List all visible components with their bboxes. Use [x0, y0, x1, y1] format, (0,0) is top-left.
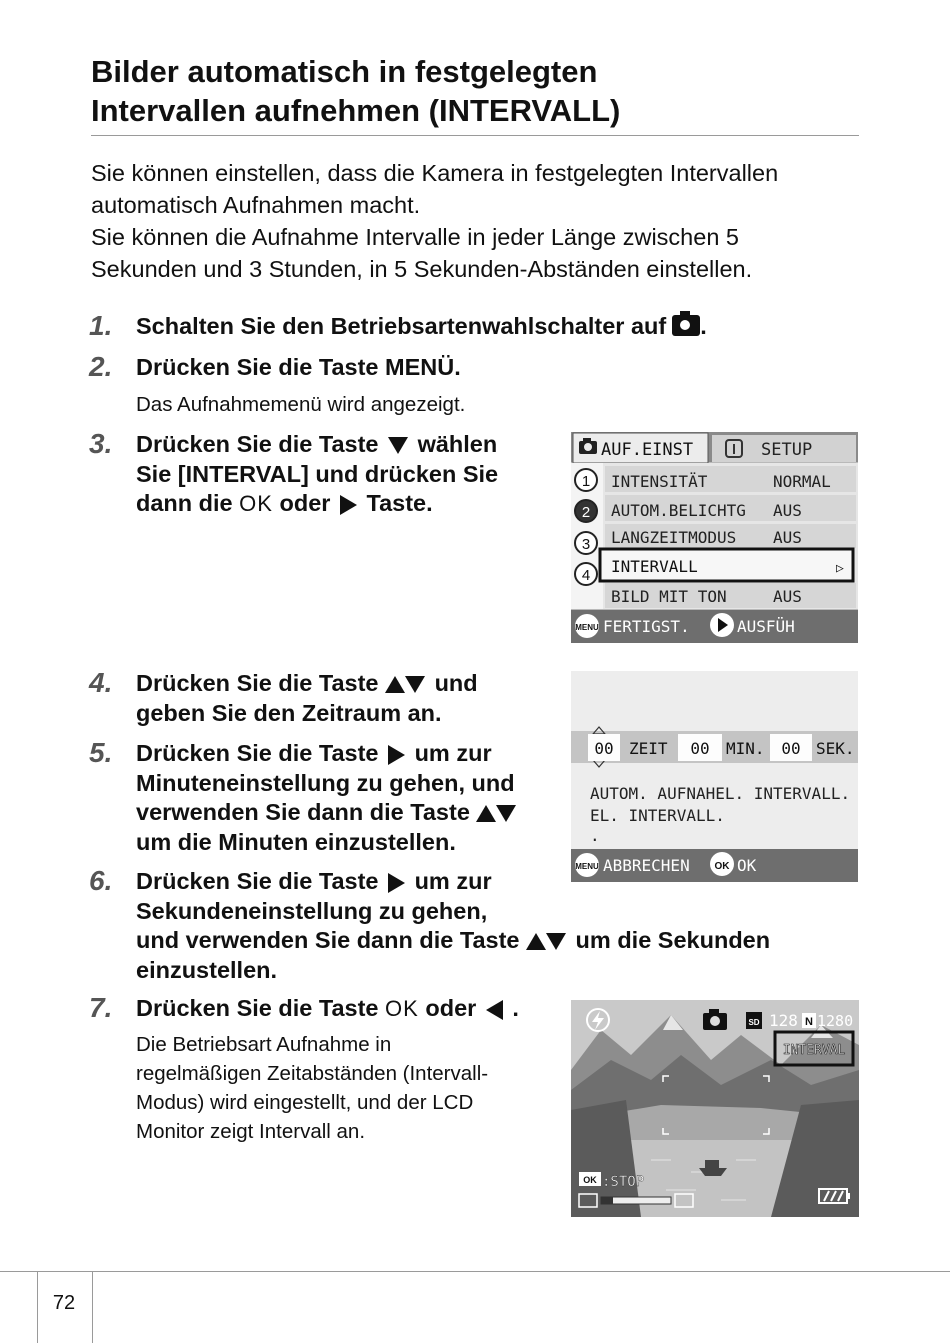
- page-title: [91, 52, 861, 130]
- shots-remaining: 128: [769, 1011, 798, 1030]
- step-4-line-1a: Drücken Sie die Taste: [136, 670, 379, 696]
- step-5-text: [136, 739, 519, 857]
- right-arrow-icon: [388, 873, 405, 893]
- step-6-text: [136, 867, 770, 985]
- sd-label: SD: [748, 1018, 760, 1027]
- camera-mode-icon: [672, 315, 700, 336]
- tab-auf-einst: AUF.EINST: [601, 440, 694, 460]
- svg-text:2: 2: [581, 504, 591, 521]
- step-5-line-1b: um zur: [414, 740, 492, 766]
- step-4-number: 4.: [89, 667, 113, 698]
- left-arrow-icon: [486, 1000, 503, 1020]
- menu-row-intensitaet: INTENSITÄT: [611, 472, 708, 491]
- menu-row-langzeitmodus-value: AUS: [773, 528, 802, 547]
- live-view-screen: [571, 1000, 859, 1217]
- step-1-text: [136, 312, 707, 342]
- seconds-unit: SEK.: [816, 739, 855, 758]
- step-7-note: [136, 1030, 488, 1146]
- footer-ok: OK: [737, 856, 757, 875]
- right-arrow-icon: [388, 745, 405, 765]
- svg-text:4: 4: [581, 567, 591, 584]
- title-line-1: Bilder automatisch in festgelegten: [91, 54, 598, 89]
- step-6-line-3a: und verwenden Sie dann die Taste: [136, 927, 520, 953]
- step-7-line-1c: .: [512, 995, 519, 1021]
- step-6-line-2: Sekundeneinstellung zu gehen,: [136, 897, 488, 924]
- step-2-note: Das Aufnahmemenü wird angezeigt.: [136, 393, 466, 416]
- step-3-line-3a: dann die: [136, 490, 233, 516]
- page-number: 72: [52, 1292, 76, 1314]
- step-4-line-2: geben Sie den Zeitraum an.: [136, 699, 442, 726]
- step-2-text: Drücken Sie die Taste MENÜ.: [136, 354, 461, 380]
- menu-page-2-icon: [575, 500, 597, 522]
- right-arrow-icon: [340, 495, 357, 515]
- intro-paragraph: [91, 157, 861, 285]
- step-5-line-1a: Drücken Sie die Taste: [136, 740, 379, 766]
- step-3-line-3c: Taste.: [366, 490, 433, 516]
- menu-page-3-icon: [575, 532, 597, 554]
- step-7-note-line: Monitor zeigt Intervall an.: [136, 1120, 366, 1143]
- minutes-value: 00: [690, 739, 710, 758]
- stop-label: :STOP: [602, 1174, 645, 1190]
- minutes-unit: MIN.: [726, 739, 765, 758]
- step-7-note-line: regelmäßigen Zeitabständen (Intervall-: [136, 1062, 489, 1085]
- quality-label: N: [805, 1016, 813, 1028]
- down-arrow-icon: [496, 805, 516, 822]
- step-5-line-3: verwenden Sie dann die Taste: [136, 799, 470, 825]
- image-size: 1280: [817, 1012, 854, 1030]
- footer-divider: [0, 1271, 950, 1272]
- menu-row-langzeitmodus: LANGZEITMODUS: [611, 528, 737, 547]
- menu-page-1-icon: [575, 469, 597, 491]
- hours-value: 00: [594, 739, 614, 758]
- step-7-line-1b: oder: [425, 995, 477, 1021]
- down-arrow-icon: [388, 437, 408, 454]
- step-7-line-1a: Drücken Sie die Taste: [136, 995, 379, 1021]
- menu-page-4-icon: [575, 563, 597, 585]
- step-3-text: [136, 430, 498, 519]
- step-6-line-3b: um die Sekunden: [575, 927, 771, 953]
- menu-row-intervall-arrow: ▷: [836, 561, 844, 576]
- intro-line: Sie können die Aufnahme Intervalle in jeder Länge zwischen 5: [91, 224, 739, 250]
- menu-button-icon: [575, 614, 599, 638]
- right-button-icon: [710, 613, 734, 637]
- ok-label: OK: [583, 1175, 597, 1185]
- step-7-note-line: Modus) wird eingestellt, und der LCD: [136, 1091, 474, 1114]
- svg-text:MENU: MENU: [575, 862, 599, 871]
- svg-text:3: 3: [581, 536, 591, 553]
- step-7-number: 7.: [89, 992, 113, 1023]
- title-divider: [91, 135, 859, 136]
- menu-row-intervall: INTERVALL: [611, 557, 698, 576]
- step-2-number: 2.: [89, 351, 113, 382]
- step-6-line-1a: Drücken Sie die Taste: [136, 868, 379, 894]
- interval-message-line: AUTOM. AUFNAHEL. INTERVALL.: [590, 784, 851, 803]
- step-5-line-2: Minuteneinstellung zu gehen, und: [136, 769, 515, 796]
- step-1-label: Schalten Sie den Betriebsartenwahlschalter auf: [136, 313, 667, 339]
- footer-ausfueh: AUSFÜH: [737, 617, 795, 636]
- step-7-note-line: Die Betriebsart Aufnahme in: [136, 1033, 392, 1056]
- interval-indicator: INTERVAL: [782, 1043, 846, 1058]
- ok-key-label: OK: [385, 996, 419, 1021]
- menu-row-bild-mit-ton-value: AUS: [773, 587, 802, 606]
- footer-abbrechen: ABBRECHEN: [603, 856, 690, 875]
- down-arrow-icon: [405, 676, 425, 693]
- step-4-text: [136, 669, 478, 728]
- interval-message-line: .: [590, 826, 600, 845]
- step-3-line-3b: oder: [279, 490, 331, 516]
- menu-row-bild-mit-ton: BILD MIT TON: [611, 587, 727, 606]
- seconds-value: 00: [781, 739, 801, 758]
- step-5-number: 5.: [89, 737, 113, 768]
- camera-menu-screen: [571, 432, 858, 643]
- step-1-number: 1.: [89, 310, 113, 341]
- up-arrow-icon: [526, 933, 546, 950]
- step-5-line-4: um die Minuten einzustellen.: [136, 828, 456, 855]
- down-arrow-icon: [546, 933, 566, 950]
- svg-text:OK: OK: [714, 861, 730, 872]
- step-3-line-1a: Drücken Sie die Taste: [136, 431, 379, 457]
- menu-row-autom-belichtg-value: AUS: [773, 501, 802, 520]
- up-arrow-icon: [476, 805, 496, 822]
- intro-line: Sie können einstellen, dass die Kamera in festgelegten Intervallen: [91, 160, 779, 186]
- intro-line: automatisch Aufnahmen macht.: [91, 192, 421, 218]
- footer-fertigst: FERTIGST.: [603, 617, 690, 636]
- step-1-end: .: [700, 313, 707, 339]
- hours-unit: ZEIT: [629, 739, 668, 758]
- interval-setting-screen: [571, 671, 858, 882]
- step-4-line-1b: und: [434, 670, 478, 696]
- ok-key-label: OK: [239, 491, 273, 516]
- step-6-line-1b: um zur: [414, 868, 492, 894]
- step-6-line-4: einzustellen.: [136, 956, 278, 983]
- interval-message-line: EL. INTERVALL.: [590, 806, 725, 825]
- menu-row-autom-belichtg: AUTOM.BELICHTG: [611, 501, 746, 520]
- up-arrow-icon: [385, 676, 405, 693]
- step-3-number: 3.: [89, 428, 113, 459]
- menu-row-intensitaet-value: NORMAL: [773, 472, 831, 491]
- step-6-number: 6.: [89, 865, 113, 896]
- step-7-text: [136, 994, 519, 1024]
- intro-line: Sekunden und 3 Stunden, in 5 Sekunden-Abständen einstellen.: [91, 256, 753, 282]
- step-3-line-2: Sie [INTERVAL] und drücken Sie: [136, 460, 499, 487]
- svg-text:1: 1: [581, 473, 591, 490]
- title-line-2: Intervallen aufnehmen (INTERVALL): [91, 93, 621, 128]
- svg-text:MENU: MENU: [575, 623, 599, 632]
- tab-setup: SETUP: [761, 440, 813, 460]
- step-3-line-1b: wählen: [417, 431, 498, 457]
